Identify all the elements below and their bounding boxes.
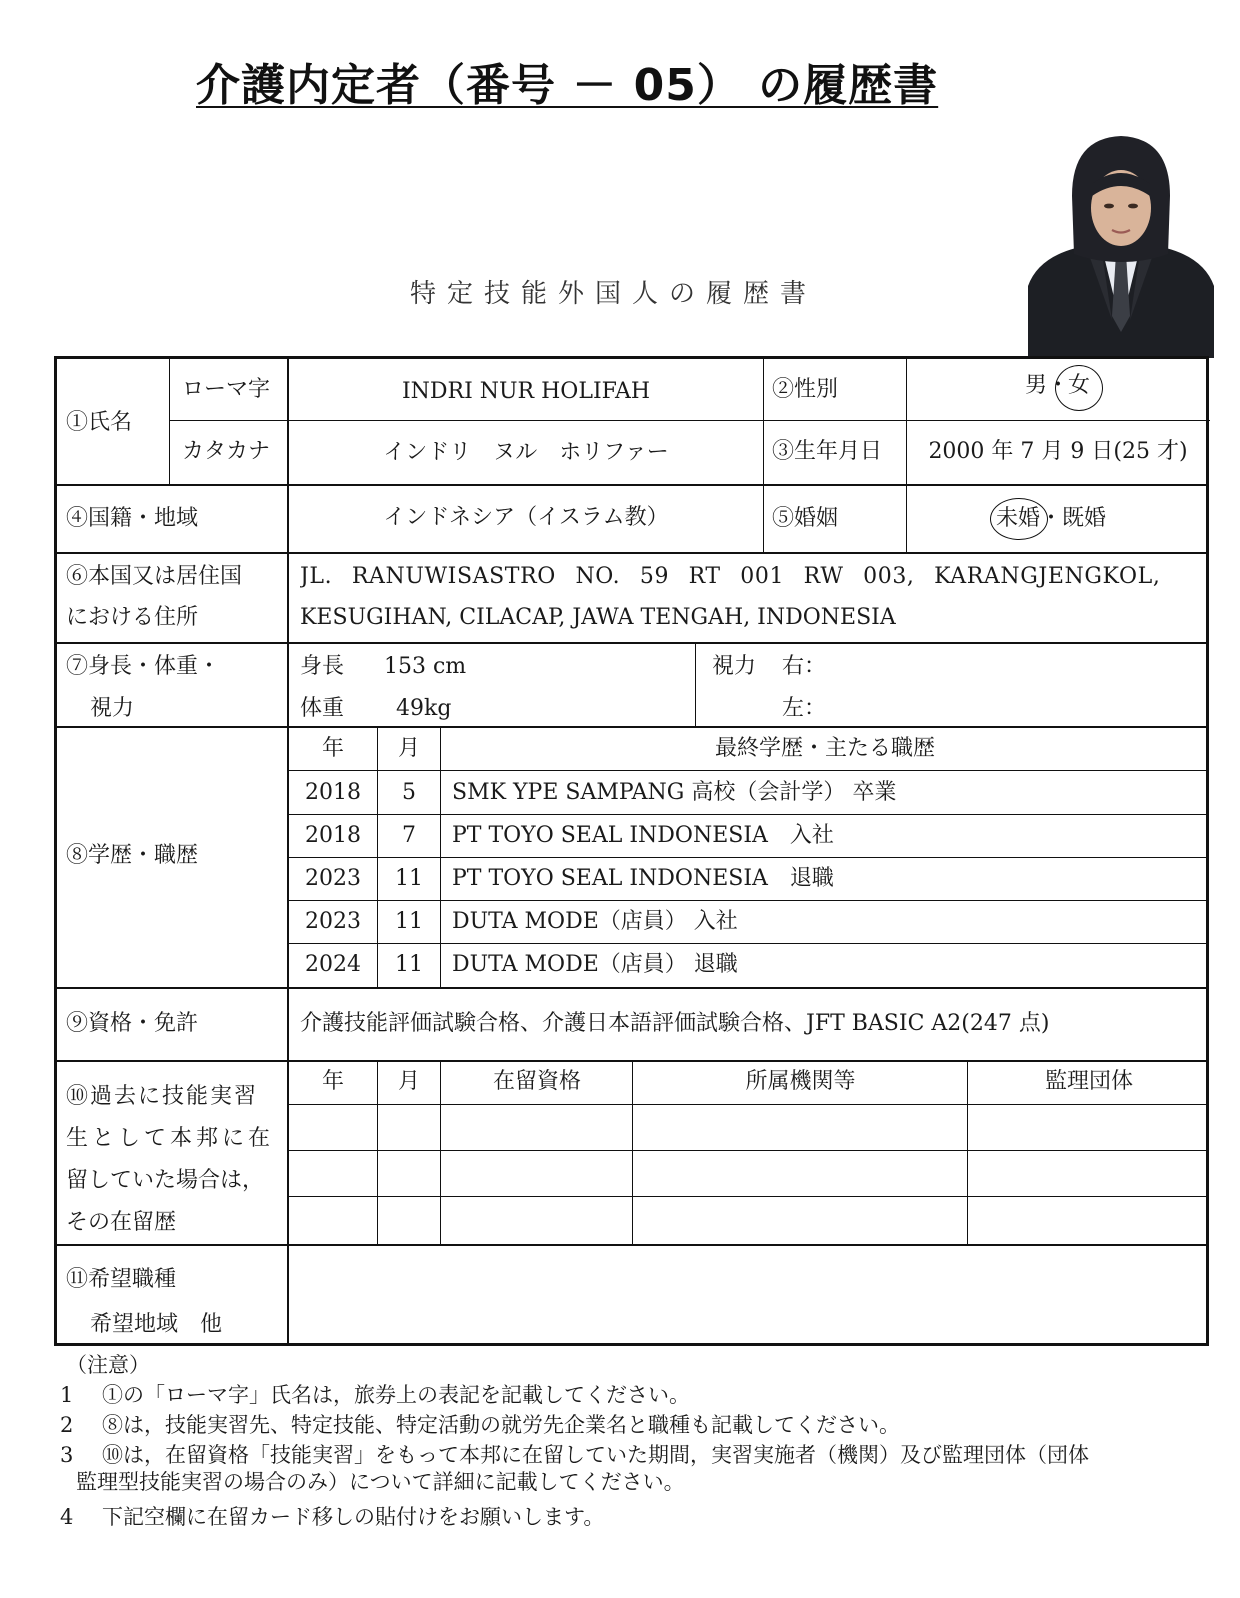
note-text: ⑩は，在留資格「技能実習」をもって本邦に在留していた期間，実習実施者（機関）及び監理団体（団体: [102, 1443, 1089, 1467]
height-value: 153 cm: [384, 654, 467, 679]
education-row-month: 7: [402, 823, 416, 848]
marriage-married: ・既婚: [1040, 506, 1107, 531]
applicant-photo: [1028, 136, 1214, 358]
weight-value: 49kg: [396, 696, 452, 721]
education-row-year: 2018: [305, 823, 361, 848]
past-training-header-supervisor: 監理団体: [1044, 1069, 1133, 1094]
note-number: 3: [60, 1443, 74, 1467]
education-row-month: 11: [395, 909, 423, 934]
past-training-header-year: 年: [321, 1069, 344, 1094]
education-row-year: 2023: [305, 909, 361, 934]
past-training-label-line: 留していた場合は，: [66, 1168, 265, 1193]
nationality-label: ④国籍・地域: [66, 506, 199, 531]
birth-value: 2000 年 7 月 9 日(25 才): [928, 439, 1188, 464]
gender-label: ②性別: [772, 377, 839, 402]
address-label-line1: ⑥本国又は居住国: [66, 564, 243, 589]
marriage-label: ⑤婚姻: [772, 506, 839, 531]
education-row-month: 11: [395, 952, 423, 977]
height-label: 身長: [300, 654, 345, 679]
vision-left: 左：: [782, 696, 827, 721]
birth-label: ③生年月日: [772, 439, 883, 464]
education-row-detail: DUTA MODE（店員） 退職: [452, 952, 738, 977]
note-number: 4: [60, 1505, 74, 1529]
note-text: ①の「ローマ字」氏名は，旅券上の表記を記載してください。: [102, 1383, 690, 1407]
education-label: ⑧学歴・職歴: [66, 843, 199, 868]
romaji-label: ローマ字: [182, 377, 271, 402]
name-label: ①氏名: [66, 410, 133, 435]
note-text: ⑧は，技能実習先、特定技能、特定活動の就労先企業名と職種も記載してください。: [102, 1413, 900, 1437]
past-training-header-month: 月: [397, 1069, 420, 1094]
weight-label: 体重: [300, 696, 345, 721]
desired-label-line1: ⑪希望職種: [66, 1267, 177, 1292]
past-training-header-org: 所属機関等: [745, 1069, 856, 1094]
education-row-detail: PT TOYO SEAL INDONESIA 入社: [452, 823, 834, 848]
romaji-value: INDRI NUR HOLIFAH: [401, 379, 651, 404]
marriage-single: 未婚: [996, 506, 1041, 531]
education-row-month: 11: [395, 866, 423, 891]
gender-separator: ・: [1047, 373, 1070, 398]
note-text-continued: 監理型技能実習の場合のみ）について詳細に記載してください。: [76, 1470, 685, 1494]
note-number: 1: [60, 1383, 74, 1407]
document-title: 介護内定者（番号 － 05） の履歴書: [196, 60, 939, 111]
education-row-month: 5: [402, 780, 416, 805]
education-row-year: 2024: [305, 952, 361, 977]
address-label-line2: における住所: [66, 605, 199, 630]
past-training-label-line: その在留歴: [66, 1210, 177, 1235]
gender-female: 女: [1068, 373, 1091, 398]
address-line1: JL. RANUWISASTRO NO. 59 RT 001 RW 003, KARANGJENGKOL,: [300, 564, 1161, 589]
past-training-header-status: 在留資格: [492, 1069, 581, 1094]
gender-selected-circle: [1055, 365, 1103, 411]
katakana-label: カタカナ: [182, 439, 271, 464]
vision-label: 視力: [712, 654, 757, 679]
nationality-value: インドネシア（イスラム教）: [383, 505, 669, 530]
past-training-label-line: 生として本邦に在: [66, 1126, 275, 1151]
document-subtitle: 特定技能外国人の履歴書: [410, 279, 818, 309]
address-line2: KESUGIHAN, CILACAP, JAWA TENGAH, INDONESIA: [300, 605, 896, 630]
education-row-year: 2018: [305, 780, 361, 805]
body-label-line2: 視力: [90, 696, 135, 721]
marriage-selected-circle: [990, 498, 1048, 540]
gender-male: 男: [1025, 373, 1048, 398]
qualification-value: 介護技能評価試験合格、介護日本語評価試験合格、JFT BASIC A2(247 点): [300, 1011, 1050, 1036]
education-header-month: 月: [397, 736, 420, 761]
body-label-line1: ⑦身長・体重・: [66, 654, 221, 679]
education-header-detail: 最終学歴・主たる職歴: [714, 736, 935, 761]
education-header-year: 年: [321, 736, 344, 761]
education-row-year: 2023: [305, 866, 361, 891]
education-row-detail: DUTA MODE（店員） 入社: [452, 909, 738, 934]
katakana-value: インドリ ヌル ホリファー: [383, 440, 669, 465]
education-row-detail: PT TOYO SEAL INDONESIA 退職: [452, 866, 834, 891]
vision-right: 右：: [782, 654, 827, 679]
notes-heading: （注意）: [66, 1353, 150, 1377]
note-text: 下記空欄に在留カード移しの貼付けをお願いします。: [102, 1505, 605, 1529]
desired-label-line2: 希望地域 他: [90, 1312, 223, 1337]
qualification-label: ⑨資格・免許: [66, 1011, 199, 1036]
education-row-detail: SMK YPE SAMPANG 高校（会計学） 卒業: [452, 780, 897, 805]
note-number: 2: [60, 1413, 74, 1437]
past-training-label-line: ⑩過去に技能実習: [66, 1084, 259, 1109]
